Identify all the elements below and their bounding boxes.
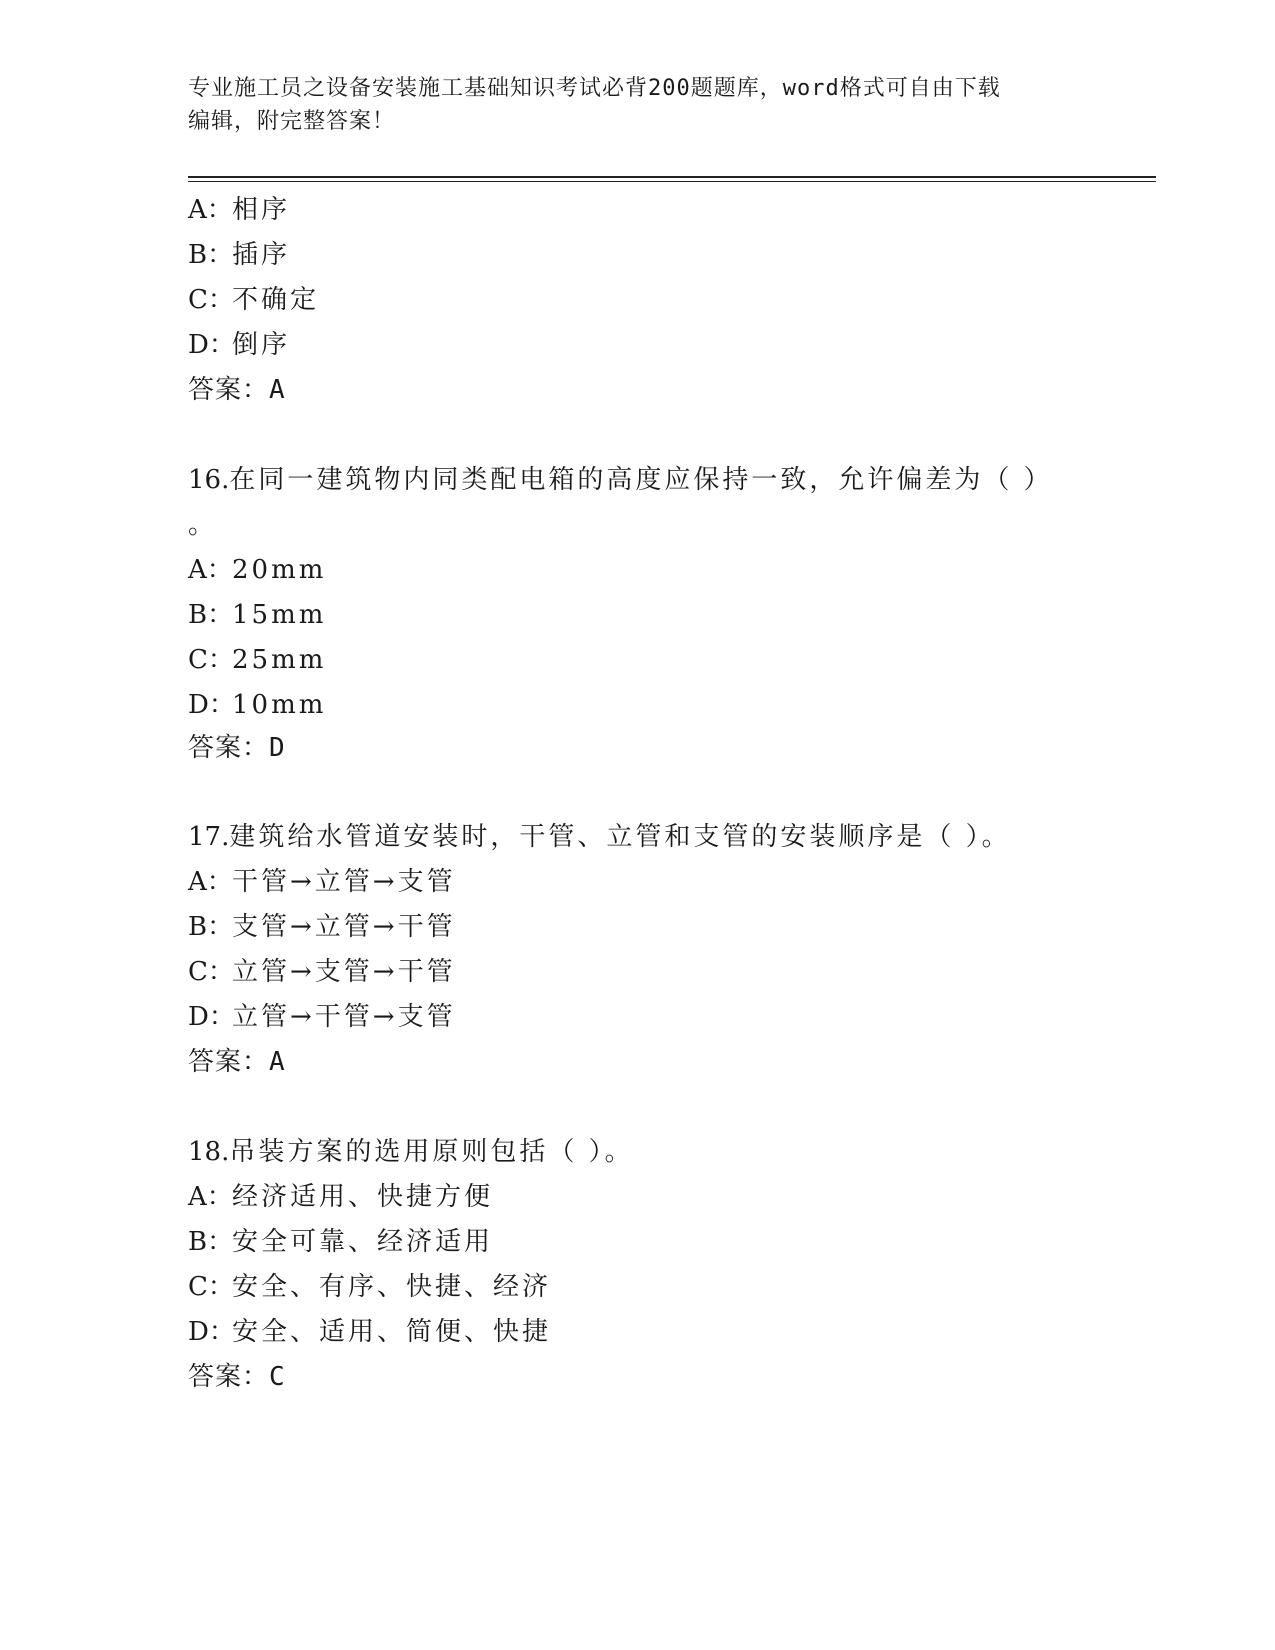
- header-rule-thin: [188, 181, 1156, 182]
- q16-stem: [188, 465, 1053, 495]
- option-text: 25mm: [232, 645, 327, 675]
- option-letter: D：: [188, 1002, 235, 1032]
- option-text: 相序: [232, 195, 291, 225]
- option-letter: C：: [188, 1272, 234, 1302]
- option-text: 干管→立管→支管: [232, 867, 456, 897]
- option-text: 10mm: [232, 690, 327, 720]
- option-text: 立管→支管→干管: [232, 957, 456, 987]
- option-text: 安全、有序、快捷、经济: [232, 1272, 552, 1302]
- option-letter: D：: [188, 330, 235, 360]
- header-line-2: 编辑，附完整答案！: [188, 109, 396, 134]
- q18-option-d: [188, 1317, 551, 1347]
- q18-option-c: [188, 1272, 551, 1302]
- question-number: 18.: [188, 1137, 230, 1167]
- q16-option-a: [188, 555, 326, 585]
- option-letter: B：: [188, 912, 234, 942]
- option-text: 不确定: [232, 285, 320, 315]
- option-letter: A：: [188, 1182, 233, 1212]
- question-number: 17.: [188, 822, 230, 852]
- q18-stem: [188, 1137, 634, 1167]
- question-number: 16.: [188, 465, 230, 495]
- q18-option-b: [188, 1227, 493, 1257]
- q15-option-d: [188, 330, 290, 360]
- question-text: 建筑给水管道安装时，干管、立管和支管的安装顺序是（ ）。: [229, 822, 1011, 852]
- q17-option-c: [188, 957, 456, 987]
- option-letter: D：: [188, 690, 235, 720]
- option-letter: D：: [188, 1317, 235, 1347]
- option-letter: A：: [188, 195, 233, 225]
- q15-option-c: [188, 285, 319, 315]
- q16-stem-continued: 。: [188, 510, 218, 540]
- q16-option-c: [188, 645, 326, 675]
- q16-option-b: [188, 600, 326, 630]
- option-text: 安全、适用、简便、快捷: [232, 1317, 552, 1347]
- question-text: 在同一建筑物内同类配电箱的高度应保持一致，允许偏差为（ ）: [229, 465, 1053, 495]
- option-text: 经济适用、快捷方便: [232, 1182, 494, 1212]
- option-text: 15mm: [232, 600, 327, 630]
- option-letter: C：: [188, 645, 234, 675]
- option-letter: C：: [188, 957, 234, 987]
- document-header: [188, 72, 1068, 138]
- option-letter: B：: [188, 1227, 234, 1257]
- option-letter: B：: [188, 240, 234, 270]
- q16-option-d: [188, 690, 326, 720]
- option-text: 20mm: [232, 555, 327, 585]
- option-text: 立管→干管→支管: [232, 1002, 456, 1032]
- option-letter: A：: [188, 867, 233, 897]
- q17-option-b: [188, 912, 456, 942]
- option-text: 插序: [232, 240, 291, 270]
- q15-option-a: [188, 195, 290, 225]
- option-letter: B：: [188, 600, 234, 630]
- q17-stem: [188, 822, 1011, 852]
- option-text: 支管→立管→干管: [232, 912, 456, 942]
- q16-answer: 答案：D: [188, 733, 286, 763]
- q15-answer: 答案：A: [188, 375, 286, 405]
- option-letter: C：: [188, 285, 234, 315]
- option-letter: A：: [188, 555, 233, 585]
- q18-answer: 答案：C: [188, 1362, 286, 1392]
- q18-option-a: [188, 1182, 493, 1212]
- header-line-1: 专业施工员之设备安装施工基础知识考试必背200题题库，word格式可自由下载: [188, 76, 1001, 101]
- option-text: 安全可靠、经济适用: [232, 1227, 494, 1257]
- option-text: 倒序: [232, 330, 291, 360]
- q15-option-b: [188, 240, 290, 270]
- question-text: 吊装方案的选用原则包括（ ）。: [229, 1137, 634, 1167]
- q17-option-d: [188, 1002, 456, 1032]
- header-rule-thick: [188, 176, 1156, 178]
- q17-option-a: [188, 867, 456, 897]
- q17-answer: 答案：A: [188, 1047, 286, 1077]
